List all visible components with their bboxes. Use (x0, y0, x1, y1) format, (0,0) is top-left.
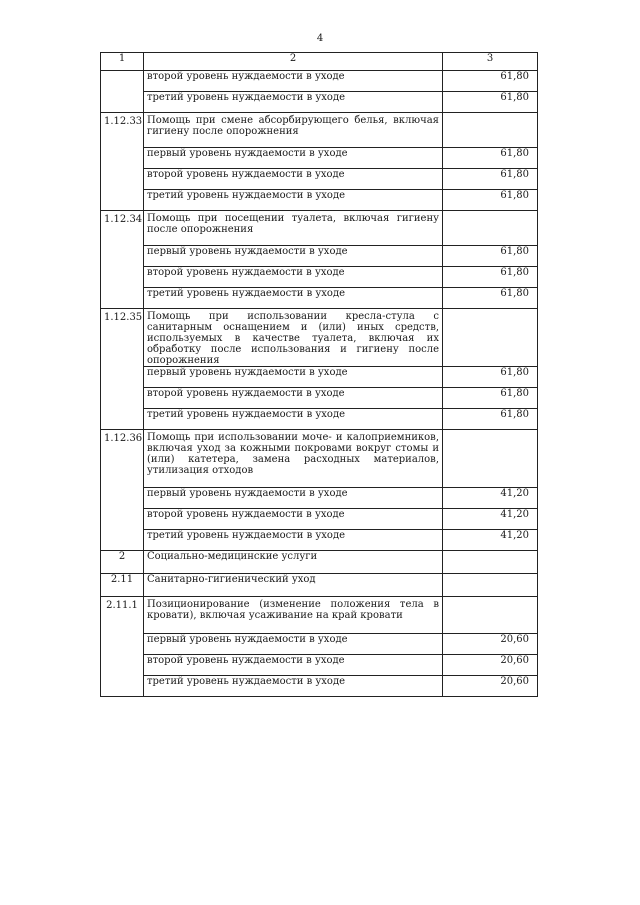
table-row (101, 597, 538, 634)
table-row (101, 574, 538, 597)
level-label: второй уровень нуждаемости в уходе (144, 267, 443, 288)
header-col-2: 2 (144, 53, 443, 71)
service-code: 1.12.34 (101, 211, 144, 309)
service-code: 1.12.33 (101, 113, 144, 211)
header-col-1: 1 (101, 53, 144, 71)
empty-value-cell (443, 309, 538, 367)
table-row (101, 409, 538, 430)
level-label: третий уровень нуждаемости в уходе (144, 190, 443, 211)
level-label: второй уровень нуждаемости в уходе (144, 71, 443, 92)
table-row (101, 246, 538, 267)
price-value: 61,80 (443, 71, 538, 92)
table-row (101, 113, 538, 148)
price-value: 61,80 (443, 267, 538, 288)
table-row (101, 551, 538, 574)
service-code: 1.12.36 (101, 430, 144, 551)
table-row (101, 288, 538, 309)
code-cell (101, 71, 144, 113)
service-description: Помощь при посещении туалета, включая гигиену после опорожнения (144, 211, 443, 246)
section-title: Социально-медицинские услуги (144, 551, 443, 574)
table-row (101, 309, 538, 367)
price-value: 41,20 (443, 509, 538, 530)
table-row (101, 92, 538, 113)
service-description: Помощь при использовании моче- и калоприемников, включая уход за кожными покровами вокруг стомы и (или) катетера, замена расходных материалов, утилизация отходов (144, 430, 443, 488)
level-label: первый уровень нуждаемости в уходе (144, 148, 443, 169)
level-label: третий уровень нуждаемости в уходе (144, 530, 443, 551)
level-label: третий уровень нуждаемости в уходе (144, 409, 443, 430)
price-value: 61,80 (443, 92, 538, 113)
empty-value-cell (443, 211, 538, 246)
empty-value-cell (443, 574, 538, 597)
table-row (101, 530, 538, 551)
level-label: второй уровень нуждаемости в уходе (144, 509, 443, 530)
table-row (101, 430, 538, 488)
service-description: Позиционирование (изменение положения тела в кровати), включая усаживание на край кровати (144, 597, 443, 634)
price-value: 41,20 (443, 530, 538, 551)
price-value: 61,80 (443, 288, 538, 309)
empty-value-cell (443, 597, 538, 634)
price-value: 61,80 (443, 148, 538, 169)
table-row (101, 509, 538, 530)
section-code: 2 (101, 551, 144, 574)
table-row (101, 367, 538, 388)
price-value: 41,20 (443, 488, 538, 509)
page-number: 4 (316, 33, 324, 44)
section-title: Санитарно-гигиенический уход (144, 574, 443, 597)
price-value: 61,80 (443, 246, 538, 267)
level-label: второй уровень нуждаемости в уходе (144, 655, 443, 676)
table-header-row (101, 53, 538, 71)
service-code: 2.11.1 (101, 597, 144, 697)
price-value: 20,60 (443, 655, 538, 676)
empty-value-cell (443, 430, 538, 488)
price-value: 61,80 (443, 409, 538, 430)
table-row (101, 655, 538, 676)
table-row (101, 676, 538, 697)
table-row (101, 388, 538, 409)
tariff-table (100, 52, 538, 697)
price-value: 20,60 (443, 634, 538, 655)
table-row (101, 169, 538, 190)
table-row (101, 634, 538, 655)
table-row (101, 148, 538, 169)
service-description: Помощь при использовании кресла-стула с санитарным оснащением и (или) иных средств, используемых в качестве туалета, включая их обработку после использования и гигиену после опорожнения (144, 309, 443, 367)
table-row (101, 190, 538, 211)
level-label: второй уровень нуждаемости в уходе (144, 388, 443, 409)
price-value: 61,80 (443, 169, 538, 190)
service-code: 1.12.35 (101, 309, 144, 430)
level-label: первый уровень нуждаемости в уходе (144, 367, 443, 388)
table-row (101, 488, 538, 509)
empty-value-cell (443, 113, 538, 148)
table-row (101, 267, 538, 288)
level-label: первый уровень нуждаемости в уходе (144, 634, 443, 655)
header-col-3: 3 (443, 53, 538, 71)
level-label: второй уровень нуждаемости в уходе (144, 169, 443, 190)
level-label: первый уровень нуждаемости в уходе (144, 488, 443, 509)
table-row (101, 71, 538, 92)
level-label: третий уровень нуждаемости в уходе (144, 92, 443, 113)
level-label: третий уровень нуждаемости в уходе (144, 288, 443, 309)
empty-value-cell (443, 551, 538, 574)
price-value: 20,60 (443, 676, 538, 697)
section-code: 2.11 (101, 574, 144, 597)
level-label: третий уровень нуждаемости в уходе (144, 676, 443, 697)
table-row (101, 211, 538, 246)
price-value: 61,80 (443, 367, 538, 388)
level-label: первый уровень нуждаемости в уходе (144, 246, 443, 267)
service-description: Помощь при смене абсорбирующего белья, включая гигиену после опорожнения (144, 113, 443, 148)
price-value: 61,80 (443, 388, 538, 409)
price-value: 61,80 (443, 190, 538, 211)
